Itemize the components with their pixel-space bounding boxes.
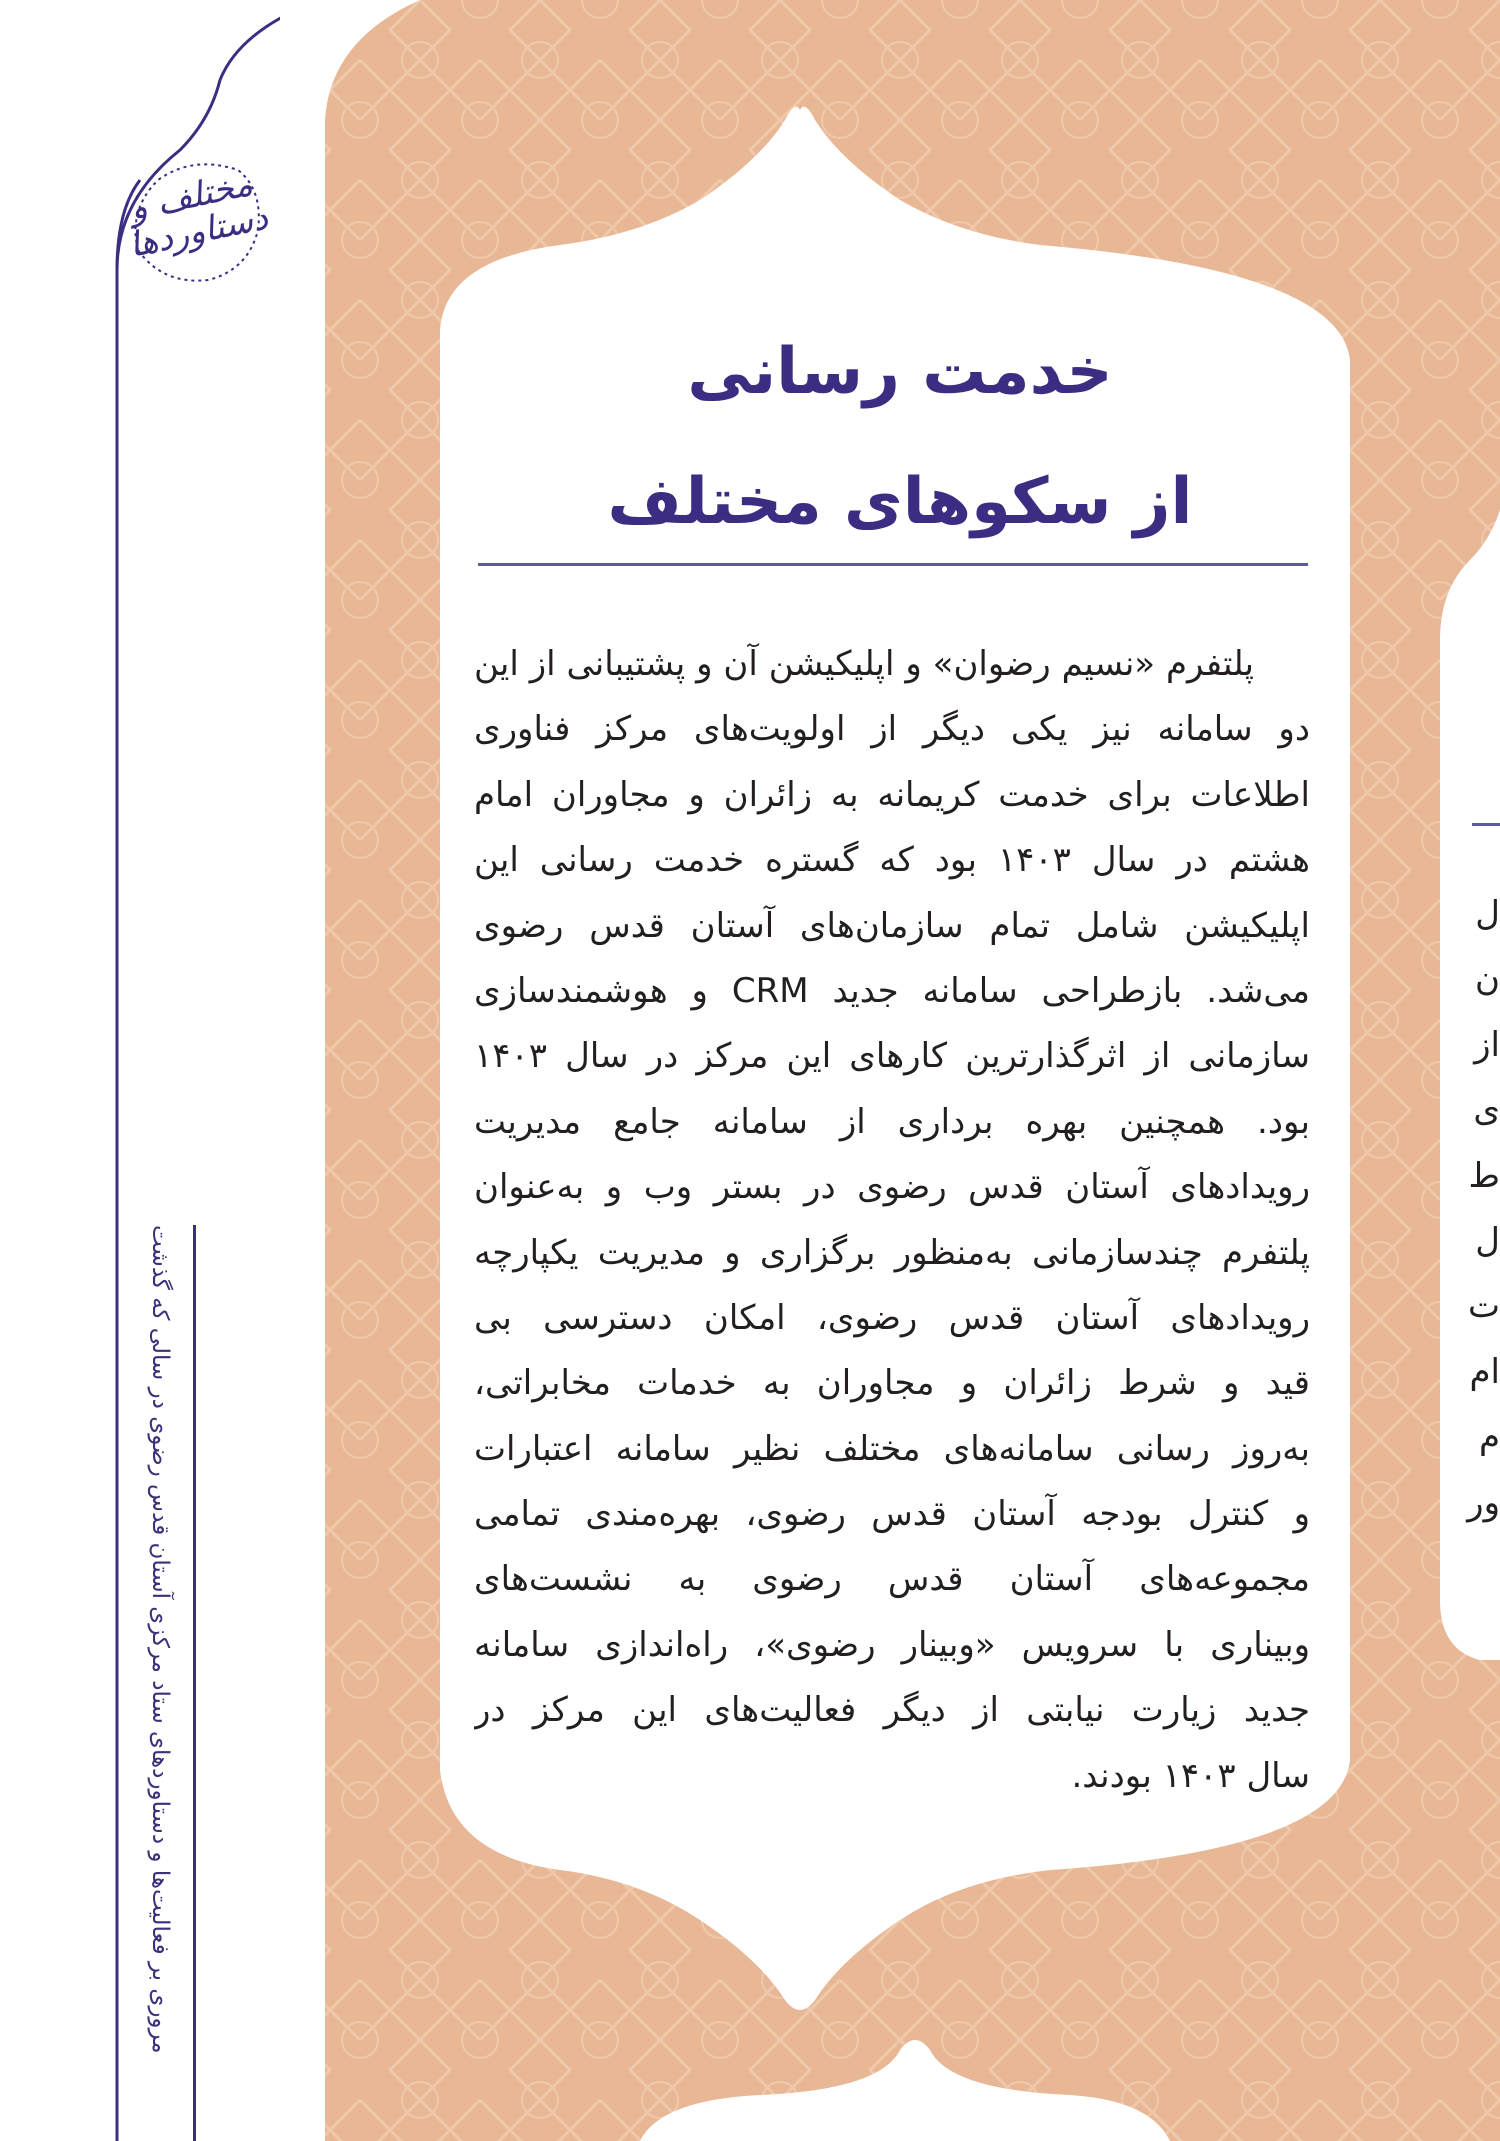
body-line: سال ۱۴۰۳ بودند. [1071,1755,1310,1796]
body-line: پلتفرم «نسیم رضوان» و اپلیکیشن آن و پشتیبانی از این [474,644,1254,684]
page-subtitle: از سکوهای مختلف [607,465,1193,539]
right-card-line: ت [1467,1286,1500,1327]
right-card-divider [1472,823,1500,826]
body-line: و کنترل بودجه آستان قدس رضوی، بهره‌مندی تمامی [474,1494,1310,1535]
right-card-line: ام [1469,1351,1500,1392]
body-line: مجموعه‌های آستان قدس رضوی به نشست‌های [474,1559,1310,1600]
body-line: می‌شد. بازطراحی سامانه جدید CRM و هوشمندسازی [474,970,1310,1011]
body-line: رویدادهای آستان قدس رضوی در بستر وب و به‌عنوان [474,1167,1310,1208]
right-card-line: ل [1475,894,1500,934]
body-line: به‌روز رسانی سامانه‌های مختلف نظیر سامانه اعتبارات [474,1428,1310,1469]
right-card-text [1450,882,1500,1536]
right-card-line: ی [1473,1090,1500,1131]
body-line: جدید زیارت نیابتی از دیگر فعالیت‌های این مرکز در [474,1690,1310,1731]
right-card-line: ل [1475,1220,1500,1261]
right-card-line: ن [1475,959,1500,1000]
body-line: قید و شرط زائران و مجاوران به خدمات مخابراتی، [474,1363,1310,1404]
title-divider [478,563,1308,566]
right-card-line: م [1478,1417,1500,1458]
page-title: خدمت رسانی [687,335,1113,409]
body-line: بود. همچنین بهره برداری از سامانه جامع مدیریت [474,1101,1310,1142]
right-card-line: ط [1468,1155,1500,1196]
body-line: هشتم در سال ۱۴۰۳ بود که گستره خدمت رسانی این [474,840,1310,881]
article-body [474,632,1310,1809]
right-card-line: ور [1467,1482,1500,1523]
body-line: سازمانی از اثرگذارترین کارهای این مرکز در سال ۱۴۰۳ [474,1036,1310,1077]
body-line: اپلیکیشن شامل تمام سازمان‌های آستان قدس رضوی [474,905,1310,946]
body-line: وبیناری با سرویس «وبینار رضوی»، راه‌اندازی سامانه [474,1624,1310,1665]
emblem-lettering: مختلف و دستاوردها [125,163,272,266]
body-line: دو سامانه نیز یکی دیگر از اولویت‌های مرکز فناوری [474,709,1310,750]
right-card-line: از [1474,1024,1500,1065]
body-line: پلتفرم چندسازمانی به‌منظور برگزاری و مدیریت یکپارچه [474,1232,1310,1273]
body-line: رویدادهای آستان قدس رضوی، امکان دسترسی بی [474,1297,1310,1338]
body-line: اطلاعات برای خدمت کریمانه به زائران و مجاوران امام [474,774,1310,815]
